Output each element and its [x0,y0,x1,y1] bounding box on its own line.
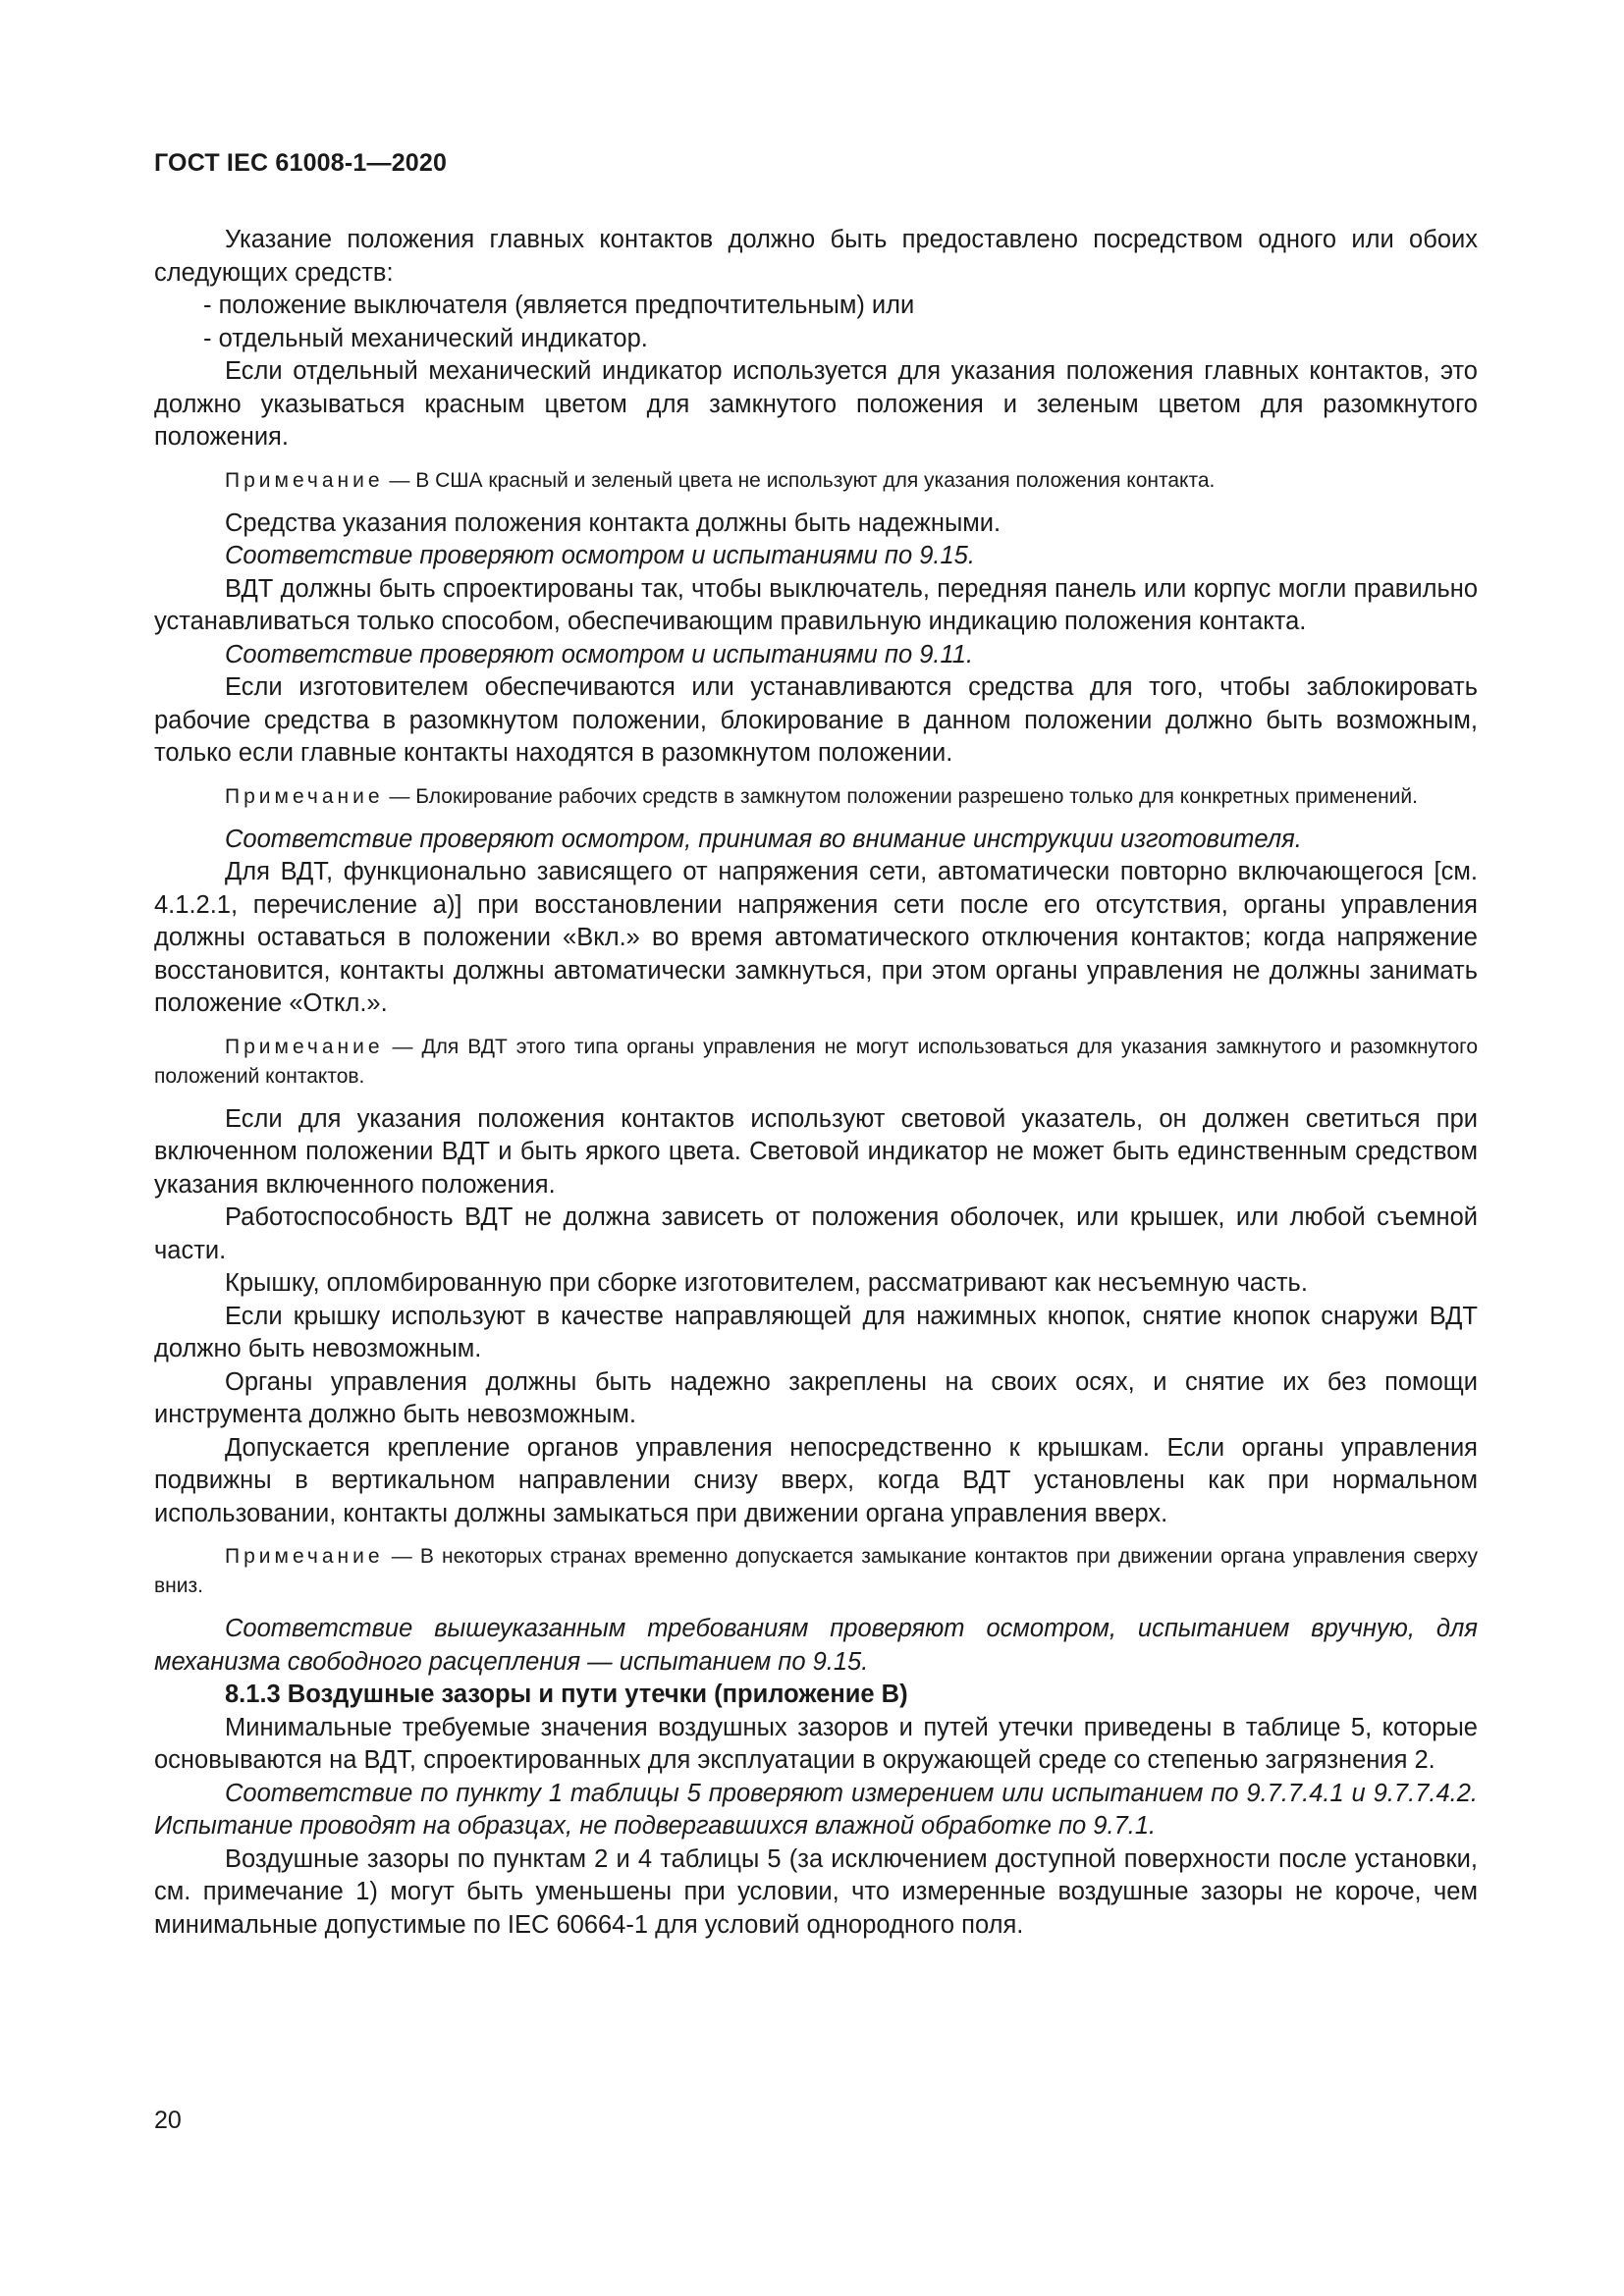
body-paragraph: Если отдельный механический индикатор используется для указания положения главных контактов, это должно указываться красным цветом для замкнутого положения и зеленым цветом для разомкнутого положения. [154,357,1478,451]
compliance-paragraph: Соответствие проверяют осмотром, принимая во внимание инструкции изготовителя. [225,825,1302,853]
note [154,782,1478,812]
body-paragraph: Для ВДТ, функционально зависящего от напряжения сети, автоматически повторно включающегося [см. 4.1.2.1, перечисление а)] при восстановлении напряжения сети после его отсутствия, органы управления должны оставаться в положении «Вкл.» во время автоматического отключения контактов; когда напряжение восстановится, контакты должны автоматически замкнуться, при этом органы управления не должны занимать положение «Откл.». [154,858,1478,1017]
body-paragraph: Указание положения главных контактов должно быть предоставлено посредством одного или обоих следующих средств: [154,226,1478,287]
body-paragraph: Если изготовителем обеспечиваются или устанавливаются средства для того, чтобы заблокировать рабочие средства в разомкнутом положении, блокирование в данном положении должно быть возможным, только если главные контакты находятся в разомкнутом положении. [154,673,1478,767]
document-body [154,224,1478,1942]
body-paragraph: Минимальные требуемые значения воздушных зазоров и путей утечки приведены в таблице 5, которые основываются на ВДТ, спроектированных для эксплуатации в окружающей среде со степенью загрязнения 2. [154,1713,1478,1774]
body-paragraph: Если для указания положения контактов используют световой указатель, он должен светиться при включенном положении ВДТ и быть яркого цвета. Световой индикатор не может быть единственным средством указания включенного положения. [154,1104,1478,1199]
document-header: ГОСТ IEC 61008-1—2020 [154,149,448,177]
body-paragraph: Воздушные зазоры по пунктам 2 и 4 таблицы 5 (за исключением доступной поверхности после установки, см. примечание 1) могут быть уменьшены при условии, что измеренные воздушные зазоры не короче, чем минимальные допустимые по IEC 60664-1 для условий однородного поля. [154,1844,1478,1939]
compliance-paragraph: Соответствие по пункту 1 таблицы 5 проверяют измерением или испытанием по 9.7.7.4.1 и 9.7.7.4.2. Испытание проводят на образцах, не подвергавшихся влажной обработке по 9.7.1. [154,1779,1478,1840]
body-paragraph: Если крышку используют в качестве направляющей для нажимных кнопок, снятие кнопок снаружи ВДТ должно быть невозможным. [154,1302,1478,1362]
note-label: Примечание [225,468,384,492]
note-text: — В некоторых странах временно допускается замыкание контактов при движении органа управления сверху вниз. [154,1545,1478,1597]
note-label: Примечание [225,1035,384,1058]
body-paragraph: Крышку, опломбированную при сборке изготовителем, рассматривают как несъемную часть. [225,1269,1308,1297]
note-label: Примечание [225,1545,384,1568]
note [154,466,1478,496]
note-text: — В США красный и зеленый цвета не используют для указания положения контакта. [383,468,1216,492]
compliance-paragraph: Соответствие проверяют осмотром и испытаниями по 9.15. [225,542,975,569]
note [154,1033,1478,1092]
note-text: — Для ВДТ этого типа органы управления не могут использоваться для указания замкнутого и разомкнутого положений контактов. [154,1035,1478,1088]
body-paragraph: Средства указания положения контакта должны быть надежными. [225,508,1001,537]
section-heading: 8.1.3 Воздушные зазоры и пути утечки (приложение В) [225,1681,908,1708]
compliance-paragraph: Соответствие вышеуказанным требованиям проверяют осмотром, испытанием вручную, для механизма свободного расцепления — испытанием по 9.15. [154,1615,1478,1676]
body-paragraph: Работоспособность ВДТ не должна зависеть от положения оболочек, или крышек, или любой съемной части. [154,1203,1478,1264]
body-paragraph: Органы управления должны быть надежно закреплены на своих осях, и снятие их без помощи инструмента должно быть невозможным. [154,1367,1478,1428]
note-label: Примечание [225,784,384,808]
body-paragraph: Допускается крепление органов управления непосредственно к крышкам. Если органы управления подвижны в вертикальном направлении снизу вверх, когда ВДТ установлены как при нормальном использовании, контакты должны замыкаться при движении органа управления вверх. [154,1433,1478,1527]
list-item: - положение выключателя (является предпочтительным) или [203,292,915,319]
page-number: 20 [154,2107,182,2134]
list-item: - отдельный механический индикатор. [203,324,648,352]
note-text: — Блокирование рабочих средств в замкнутом положении разрешено только для конкретных применений. [383,784,1418,808]
compliance-paragraph: Соответствие проверяют осмотром и испытаниями по 9.11. [225,640,974,668]
body-paragraph: ВДТ должны быть спроектированы так, чтобы выключатель, передняя панель или корпус могли правильно устанавливаться только способом, обеспечивающим правильную индикацию положения контакта. [154,574,1478,635]
note [154,1542,1478,1601]
